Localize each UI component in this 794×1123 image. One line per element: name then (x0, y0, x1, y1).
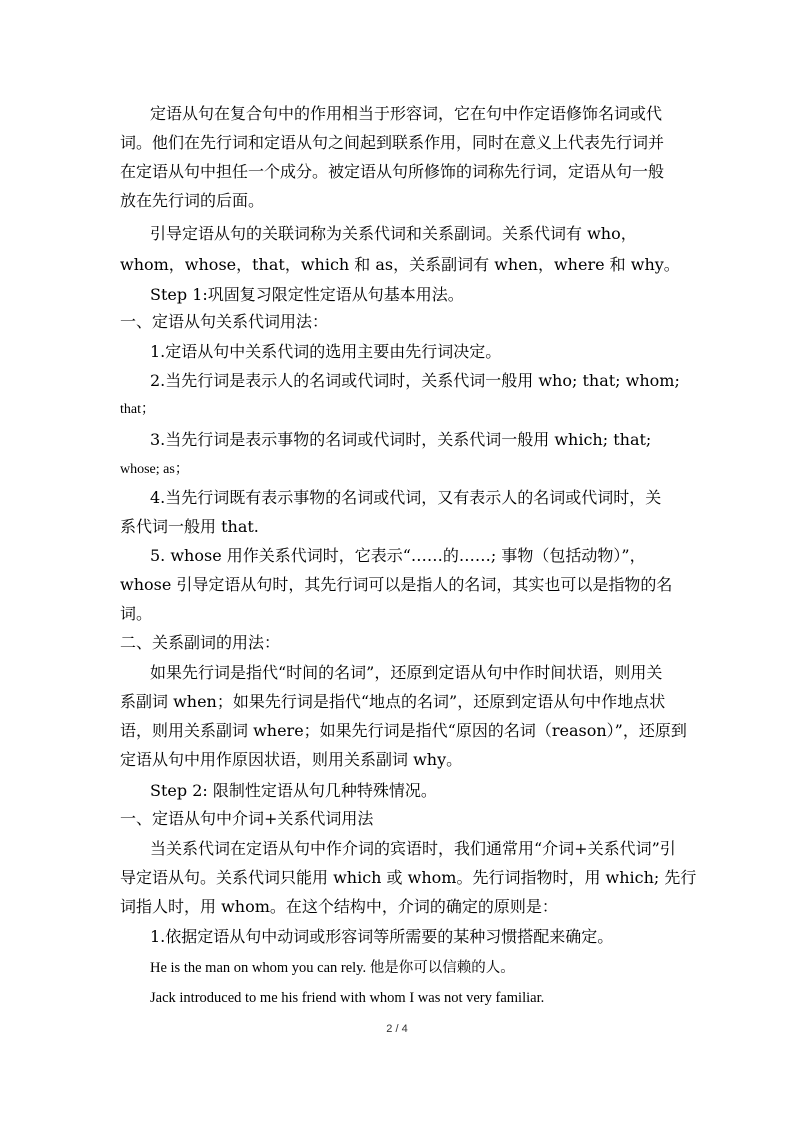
paragraph-2-line-1: 引导定语从句的关联词称为关系代词和关系副词。关系代词有 who， (150, 224, 637, 243)
rule-2-line-1: 2.当先行词是表示人的名词或代词时，关系代词一般用 who; that; whom; (150, 371, 680, 390)
principle-1: 1.依据定语从句中动词或形容词等所需要的某种习惯搭配来确定。 (150, 927, 614, 946)
preposition-paragraph-line-2: 导定语从句。关系代词只能用 which 或 whom。先行词指物时，用 which; 先行 (120, 868, 697, 887)
rule-4-line-2: 系代词一般用 that. (120, 517, 259, 536)
paragraph-1-line-4: 放在先行词的后面。 (120, 191, 265, 210)
section-1-heading: 一、定语从句关系代词用法： (120, 312, 329, 331)
paragraph-1-line-1: 定语从句在复合句中的作用相当于形容词，它在句中作定语修饰名词或代 (150, 104, 663, 123)
rule-2-line-2: that； (120, 402, 155, 417)
adverb-paragraph-line-4: 定语从句中用作原因状语，则用关系副词 why。 (120, 750, 463, 769)
adverb-paragraph-line-1: 如果先行词是指代“时间的名词”，还原到定语从句中作时间状语，则用关 (150, 663, 663, 682)
adverb-paragraph-line-2: 系副词 when；如果先行词是指代“地点的名词”，还原到定语从句中作地点状 (120, 692, 666, 711)
example-sentence-1: He is the man on whom you can rely. 他是你可以信赖的人。 (150, 960, 515, 976)
section-2-heading: 二、关系副词的用法： (120, 633, 281, 652)
rule-5-line-1: 5. whose 用作关系代词时，它表示“……的……; 事物（包括动物）”， (150, 546, 646, 565)
rule-1: 1.定语从句中关系代词的选用主要由先行词决定。 (150, 342, 502, 361)
adverb-paragraph-line-3: 语，则用关系副词 where；如果先行词是指代“原因的名词（reason）”，还原到 (120, 721, 687, 740)
rule-5-line-3: 词。 (120, 604, 153, 623)
rule-4-line-1: 4.当先行词既有表示事物的名词或代词，又有表示人的名词或代词时，关 (150, 488, 662, 507)
step-2-heading: Step 2: 限制性定语从句几种特殊情况。 (150, 781, 437, 800)
example-sentence-2: Jack introduced to me his friend with whom I was not very familiar. (150, 990, 545, 1006)
paragraph-1-line-2: 词。他们在先行词和定语从句之间起到联系作用，同时在意义上代表先行词并 (120, 133, 665, 152)
rule-3-line-2: whose; as； (120, 462, 189, 477)
step-1-heading: Step 1:巩固复习限定性定语从句基本用法。 (150, 285, 464, 304)
paragraph-1-line-3: 在定语从句中担任一个成分。被定语从句所修饰的词称先行词，定语从句一般 (120, 162, 665, 181)
preposition-paragraph-line-3: 词指人时，用 whom。在这个结构中，介词的确定的原则是： (120, 897, 558, 916)
rule-3-line-1: 3.当先行词是表示事物的名词或代词时，关系代词一般用 which; that; (150, 430, 652, 449)
paragraph-2-line-2: whom，whose，that，which 和 as，关系副词有 when，where 和 why。 (120, 255, 680, 274)
preposition-paragraph-line-1: 当关系代词在定语从句中作介词的宾语时，我们通常用“介词+关系代词”引 (150, 839, 676, 858)
section-3-heading: 一、定语从句中介词+关系代词用法 (120, 809, 374, 828)
rule-5-line-2: whose 引导定语从句时，其先行词可以是指人的名词，其实也可以是指物的名 (120, 575, 673, 594)
page-number: 2 / 4 (386, 1023, 408, 1035)
